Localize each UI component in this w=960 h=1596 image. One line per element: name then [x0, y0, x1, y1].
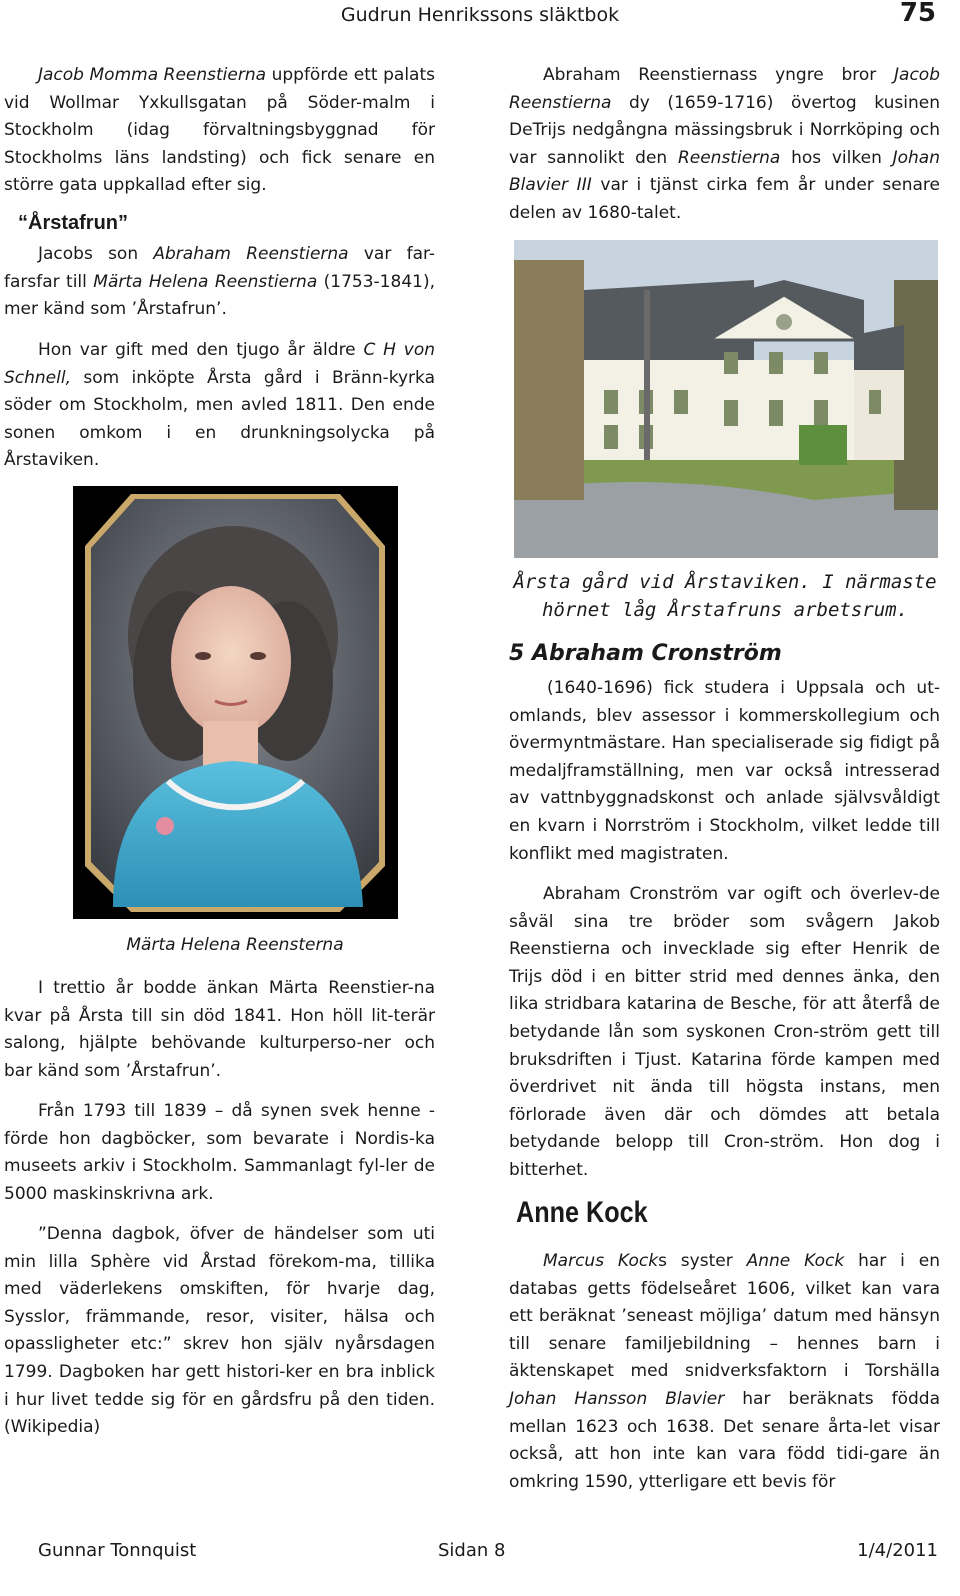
house-photo: [514, 240, 938, 558]
text: Jacobs son: [38, 244, 154, 264]
paragraph-quote: ”Denna dagbok, öfver de händelser som uti min lilla Sphère vid Årstad förekom-ma, tillika med väderlekens omskiften, för hvarje dag, Sysslor, främmande, resor, visiter, hälsa och opassligheter etc:” skrev hon själv nyårsdagen 1799. Dagboken har gett histori-ker en bra inblick i hur livet tedde sig för en gårdsfru på den tiden. (Wikipedia): [4, 1224, 435, 1438]
person-name: Jacob Momma Reenstierna: [38, 65, 267, 85]
paragraph-cronstrom-bio: (1640-1696) fick studera i Uppsala och ut-omlands, blev assessor i kommerskollegium och övermyntmästare. Han specialiserade sig fidigt på medaljframställning, men var också intresserad av vattnbyggnadskonst och anlade självsvåldigt en kvarn i Norrström i Stockholm, vilket ledde till konflikt med magistraten.: [509, 678, 940, 864]
arsta-gard-photo: [514, 240, 938, 558]
text: (1753-1841), mer känd som ’Årstafrun’.: [4, 271, 435, 320]
text: Abraham Reenstiernass yngre bror: [543, 65, 895, 85]
person-name: Johan Hansson Blavier: [509, 1388, 725, 1409]
heading-anne-kock: Anne Kock: [516, 1196, 648, 1229]
paragraph-salong: I trettio år bodde änkan Märta Reenstier-na kvar på Årsta till sin död 1841. Hon höll lit-terär salong, hjälpte behövande kulturperso-ner och bar känd som ’Årstafrun’.: [4, 978, 435, 1081]
paragraph-abraham: [4, 241, 435, 324]
house-caption-line-1: Årsta gård vid Årstaviken. I närmaste: [513, 571, 937, 593]
person-name: C H von Schnell,: [4, 340, 435, 388]
header-title: Gudrun Henrikssons släktbok: [340, 4, 620, 26]
person-name: Jacob Reenstierna: [509, 65, 940, 113]
portrait-miniature: [73, 486, 398, 919]
text: var i tjänst cirka fem år under senare delen av 1680-talet.: [509, 175, 941, 223]
person-name: Anne Kock: [746, 1251, 845, 1271]
page-number: 75: [899, 0, 936, 28]
text: hos vilken: [780, 147, 893, 168]
text: Hon var gift med den tjugo år äldre: [38, 340, 364, 360]
person-name: Märta Helena Reenstierna: [93, 271, 318, 292]
heading-abraham-cronstrom: 5 Abraham Cronström: [509, 641, 782, 666]
paragraph-schnell: [4, 337, 435, 475]
text: som inköpte Årsta gård i Bränn-kyrka söder om Stockholm, men avled 1811. Den ende sonen omkom i en drunkningsolycka på Årstaviken.: [4, 367, 435, 471]
paragraph-cronstrom-strid: Abraham Cronström var ogift och överlev-de såväl sina tre bröder som svågern Jakob Reenstierna och invecklade sig efter Henrik de Trijs död i en bitter strid med dennes änka, den lika stridbara katarina de Besche, för att återfå de betydande lån som syskonen Cron-ström gett till bruksdriften i Tjust. Katarina förde kampen med överdrivet nit ända till högsta instans, men förlorade även där och dömdes att betala betydande belopp till Cron-ström. Hon dog i bitterhet.: [509, 884, 940, 1180]
house-caption: [500, 568, 950, 624]
text: s syster: [658, 1251, 747, 1271]
person-name: Johan Blavier III: [509, 147, 940, 196]
paragraph-momma: [4, 62, 435, 200]
portrait-image: [73, 486, 398, 919]
person-name: Abraham Reenstierna: [153, 244, 349, 264]
person-name: Marcus Kock: [543, 1251, 659, 1271]
text: var far-farsfar till: [4, 244, 436, 292]
paragraph-jacob-reenstierna: [509, 62, 940, 228]
text: har i en databas getts födelseåret 1606, vilket kan vara ett beräknat ’seneast möjliga’ datum med hänsyn till senare familjebildning – hennes barn i äktenskapet med snidverksfaktorn i Torshälla: [509, 1251, 940, 1382]
paragraph-anne-kock: [509, 1248, 940, 1496]
text: uppförde ett palats vid Wollmar Yxkullsgatan på Söder-malm i Stockholm (idag förvaltningsbyggnad för Stockholms läns landsting) och fick senare en större gata uppkallad efter sig.: [4, 65, 435, 196]
subheading-arstafrun: “Årstafrun”: [18, 212, 129, 234]
person-name: Reenstierna: [677, 147, 781, 168]
portrait-caption: Märta Helena Reensterna: [126, 935, 344, 955]
paragraph-dagbocker: Från 1793 till 1839 – då synen svek henne - förde hon dagböcker, som bevarate i Nordis-ka museets arkiv i Stockholm. Sammanlagt fyl-ler de 5000 maskinskrivna ark.: [4, 1101, 435, 1204]
house-caption-line-2: hörnet låg Årstafruns arbetsrum.: [541, 599, 909, 621]
footer-author: Gunnar Tonnquist: [38, 1540, 197, 1561]
text: har beräknats födda mellan 1623 och 1638. Det senare årta-let visar också, att hon inte kan vara född tidi-gare än omkring 1590, ytterligare ett bevis för: [509, 1388, 941, 1492]
text: dy (1659-1716) övertog kusinen DeTrijs nedgångna mässingsbruk i Norrköping och var sannolikt den: [509, 92, 940, 168]
footer-date: 1/4/2011: [857, 1540, 938, 1561]
footer-page: Sidan 8: [438, 1540, 506, 1561]
